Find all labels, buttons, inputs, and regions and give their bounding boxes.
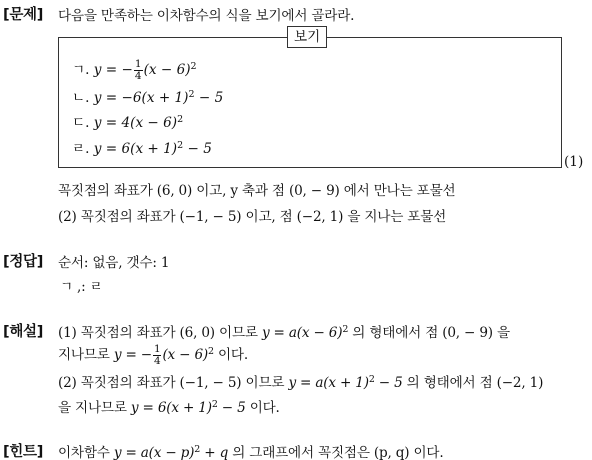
option-expr: y = −6(x + 1) (93, 90, 189, 106)
math-expr: y = a(x − 6) (261, 325, 343, 341)
option-expr-tail: − 5 (183, 141, 212, 157)
option-label: ㄱ. (72, 62, 90, 78)
fraction (153, 344, 161, 367)
text: 이차함수 (58, 445, 114, 460)
option-expr: (x − 6) (143, 62, 191, 78)
text: 이다. (213, 347, 248, 363)
text: (2) 꼭짓점의 좌표가 (−1, − 5) 이므로 (58, 375, 289, 391)
math-expr: y = − (113, 347, 152, 363)
frac-num: 1 (153, 343, 161, 355)
math-expr: − 5 (374, 375, 403, 391)
solution-tag: [해설] (3, 324, 44, 340)
option-1 (72, 58, 197, 82)
text: 지나므로 (58, 347, 114, 363)
answer-tag: [정답] (3, 254, 44, 270)
text: 의 그래프에서 꼭짓점은 (p, q) 이다. (228, 445, 444, 460)
text: 의 형태에서 점 (0, − 9) 을 (348, 325, 510, 341)
option-4 (72, 137, 212, 157)
fraction (134, 59, 143, 82)
exponent: 2 (190, 61, 197, 72)
exponent: 2 (177, 114, 184, 125)
problem-tag: [문제] (3, 7, 44, 23)
option-expr: y = 4(x − 6) (93, 115, 178, 131)
exponent: 2 (177, 140, 184, 151)
solution-line-1 (58, 321, 510, 341)
text: (1) 꼭짓점의 좌표가 (6, 0) 이므로 (58, 325, 262, 341)
text: 의 형태에서 점 (−2, 1) (402, 375, 544, 391)
math-expr: + q (200, 445, 229, 460)
option-3 (72, 111, 183, 131)
text: 이다. (245, 400, 280, 416)
answer-line-2: ㄱ ,: ㄹ (60, 279, 103, 295)
math-expr: y = 6(x + 1) (130, 400, 212, 416)
exponent: 2 (342, 324, 349, 335)
option-expr: y = − (93, 62, 133, 78)
hint-line (58, 441, 443, 460)
option-2 (72, 86, 223, 106)
solution-line-4 (58, 396, 280, 416)
option-label: ㄴ. (72, 90, 90, 106)
frac-num: 1 (134, 58, 142, 70)
exponent: 2 (208, 346, 214, 357)
math-expr: − 5 (217, 400, 246, 416)
option-expr-tail: − 5 (194, 90, 224, 106)
math-expr: y = a(x + 1) (288, 375, 369, 391)
option-expr: y = 6(x + 1) (93, 141, 178, 157)
answer-line-1: 순서: 없음, 갯수: 1 (58, 255, 170, 271)
exponent: 2 (188, 89, 195, 100)
choice-box-title: 보기 (287, 26, 327, 48)
frac-den: 4 (153, 355, 161, 367)
hint-tag: [힌트] (3, 444, 44, 460)
box-number: (1) (564, 154, 584, 170)
condition-2: (2) 꼭짓점의 좌표가 (−1, − 5) 이고, 점 (−2, 1) 을 지나는 포물선 (58, 209, 447, 225)
solution-line-2 (58, 343, 248, 367)
option-label: ㄹ. (72, 141, 90, 157)
exponent: 2 (368, 374, 375, 385)
solution-line-3 (58, 371, 543, 391)
text: 을 지나므로 (58, 400, 131, 416)
math-expr: y = a(x − p) (113, 445, 195, 460)
frac-den: 4 (134, 70, 142, 82)
problem-text: 다음을 만족하는 이차함수의 식을 보기에서 골라라. (58, 8, 355, 24)
math-expr: (x − 6) (162, 347, 209, 363)
condition-1: 꼭짓점의 좌표가 (6, 0) 이고, y 축과 점 (0, − 9) 에서 만나는 포물선 (58, 183, 456, 199)
exponent: 2 (194, 444, 201, 455)
option-label: ㄷ. (72, 115, 90, 131)
exponent: 2 (211, 399, 218, 410)
